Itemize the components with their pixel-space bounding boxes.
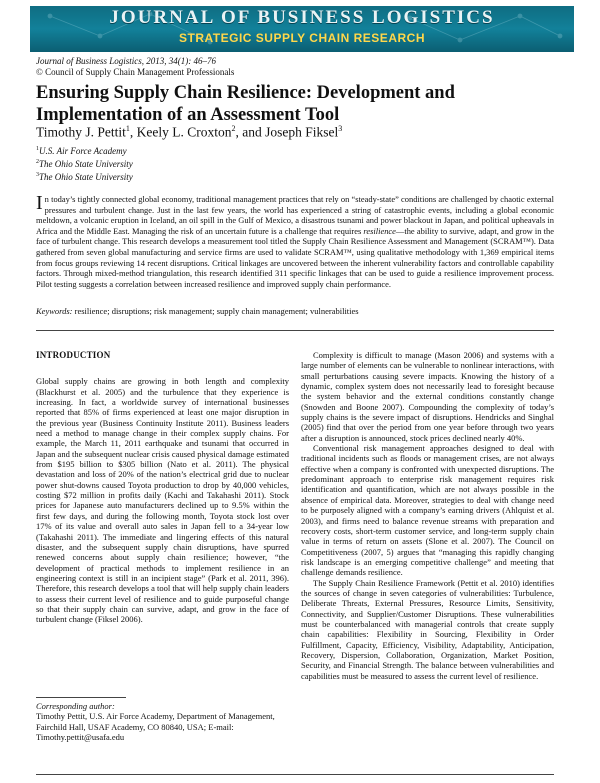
affiliations [36,144,133,183]
keywords-text: resilience; disruptions; risk management; supply chain management; vulnerabilities [74,306,359,316]
journal-banner [30,6,574,52]
abstract-text: n today’s tightly connected global economy, traditional management practices that rely on “steady-state” conditions are challenged by chaotic external pressures and turbulent change. Just in the last few years, the world has experienced a string of catastrophic events, including a global economic meltdown, a volcanic eruption in Iceland, an oil spill in the Gulf of Mexico, a disastrous tsunami and power blackout in Japan, and political upheavals in Africa and the Middle East. Managing the risk of an uncertain future is a challenge that requires [36,194,554,236]
author-name: Timothy J. Pettit [36,124,126,140]
abstract [36,194,554,289]
author-sup: 3 [338,124,343,133]
banner-title: JOURNAL OF BUSINESS LOGISTICS [109,7,495,28]
paragraph: Complexity is difficult to manage (Mason 2006) and systems with a large number of elements can be vulnerable to nonlinear interactions, with small perturbations causing severe impacts. Knowing the history of a dynamic, complex system does not necessarily lead to foresight because the system behavior and the external conditions constantly change (Snowden and Boone 2007). Compounding the complexity of today’s supply chains is the severe impact of disruptions. Hendricks and Singhal (2005) find that over the period from one year before through two years after a disruption is announced, stock prices declined nearly 40%. [301,350,554,443]
journal-meta [36,56,234,78]
banner-subtitle: STRATEGIC SUPPLY CHAIN RESEARCH [179,31,425,45]
author-name: Keely L. Croxton [136,124,232,140]
corresponding-text: Timothy Pettit, U.S. Air Force Academy, Department of Management, Fairchild Hall, USAF Academy, CO 80840, USA; E-mail: Timothy.pettit@usafa.edu [36,711,275,743]
abstract-text: —the ability to survive, adapt, and grow in the face of turbulent change. This research develops a measurement tool titled the Supply Chain Resilience Assessment and Management (SCRAM™). Data gathered from seven global manufacturing and service firms are used to validate SCRAM™, using qualitative methodology with 1,369 empirical items from focus groups reviewing 14 recent disruptions. Critical linkages are uncovered between the inherent vulnerability factors and controllable capability factors. Through mixed-method triangulation, this research identified 311 specific linkages that can be used to guide a resilience improvement process. Pilot testing suggests a correlation between increased resilience and improved supply chain performance. [36,225,554,289]
author-sup: 2 [231,124,236,133]
page-bottom-rule [36,774,554,775]
section-heading: INTRODUCTION [36,350,111,360]
affiliation: $^3$The Ohio State University [36,172,133,182]
corresponding-author [36,701,289,743]
journal-citation: Journal of Business Logistics, 2013, 34(1): 46–76 [36,56,216,66]
left-column [36,350,289,625]
author-list: Timothy J. Pettit$^1$, Keely L. Croxton$^2$, and Joseph Fiksel$^3$ [36,124,343,140]
paragraph: The Supply Chain Resilience Framework (Pettit et al. 2010) identifies the sources of change in seven categories of vulnerabilities: Turbulence, Deliberate Threats, External Pressures, Resource Limits, Sensitivity, Connectivity, and Supplier/Customer Disruptions. These vulnerabilities must be counterbalanced with managerial controls that create supply chain capabilities: Flexibility in Sourcing, Flexibility in Order Fulfillment, Capacity, Efficiency, Visibility, Adaptability, Anticipation, Recovery, Dispersion, Collaboration, Organization, Market Position, Security, and Financial Strength. The balance between vulnerabilities and capabilities must be measured to assess the current level of resilience. [301,577,554,681]
affiliation: $^2$The Ohio State University [36,159,133,169]
keywords-label: Keywords: [36,306,73,316]
affiliation: $^1$U.S. Air Force Academy [36,146,127,156]
right-column [301,350,554,681]
keywords [36,306,359,316]
paragraph: Conventional risk management approaches designed to deal with traditional incidents such as floods or management crises, are not always effective when a company is confronted with unexpected disruptions. The predominant approach to enterprise risk management requires risk identification and quantification, which are not always possible in the absence of empirical data. Moreover, strategies to deal with change need to be purposely aligned with a company’s earning drivers (Ahlquist et al. 2003), and firms need to balance revenue streams with preparation and recovery costs, short-term customer service, and long-term supply chain value in terms of return on assets (Slone et al. 2007). The Council on Competitiveness (2007, 5) argues that “managing this rapidly changing risk landscape is an emerging competitive challenge” and meeting that challenge demands resilience. [301,443,554,578]
copyright: © Council of Supply Chain Management Professionals [36,67,235,77]
footnote-divider [36,697,126,698]
paper-title: Ensuring Supply Chain Resilience: Development and Implementation of an Assessment Tool [36,83,455,125]
dropcap: I [36,192,43,214]
author-name: Joseph Fiksel [265,124,339,140]
corresponding-label: Corresponding author: [36,701,115,711]
divider [36,330,554,331]
paragraph: Global supply chains are growing in both length and complexity (Blackhurst et al. 2005) and the turbulence that they experience is increasing. In fact, a worldwide survey of international businesses reported that 85% of firms experienced at least one major disruption in the previous year (Business Continuity Institute 2011). Business leaders need a method to manage change in their complex supply chains. For example, the March 11, 2011 earthquake and tsunami that occurred in Japan and the subsequent nuclear crisis caused physical damage estimated from $195 billion to $305 billion (Nato et al. 2011). The physical devastation and loss of 20% of the nation’s electrical grid due to nuclear power shut-downs caused Toyota production to drop by 40,000 vehicles, costing $72 million in profits daily (Kachi and Takahashi 2011). Stock prices for Japanese auto manufacturers declined up to 9.5% within the first few days, and during the following month, Toyota stock lost over 17% of its value and overall auto sales in Japan fell to a 34-year low (Takahashi 2011). The immediate and lingering effects of this natural disaster, and the subsequent supply chain disruptions, have spurred renewed concerns about supply chain resilience; however, “the development of practical methods to implement resilience in an engineering context is still in an incipient stage” (Park et al. 2011, 396). Therefore, this research develops a tool that will help supply chain leaders to assess their current level of resilience and to guide purposeful change so that their supply chain can survive, adapt, and grow in the face of turbulent change (Fiksel 2006). [36,376,289,625]
abstract-emphasis: resilience [363,225,396,236]
author-sup: 1 [125,124,130,133]
